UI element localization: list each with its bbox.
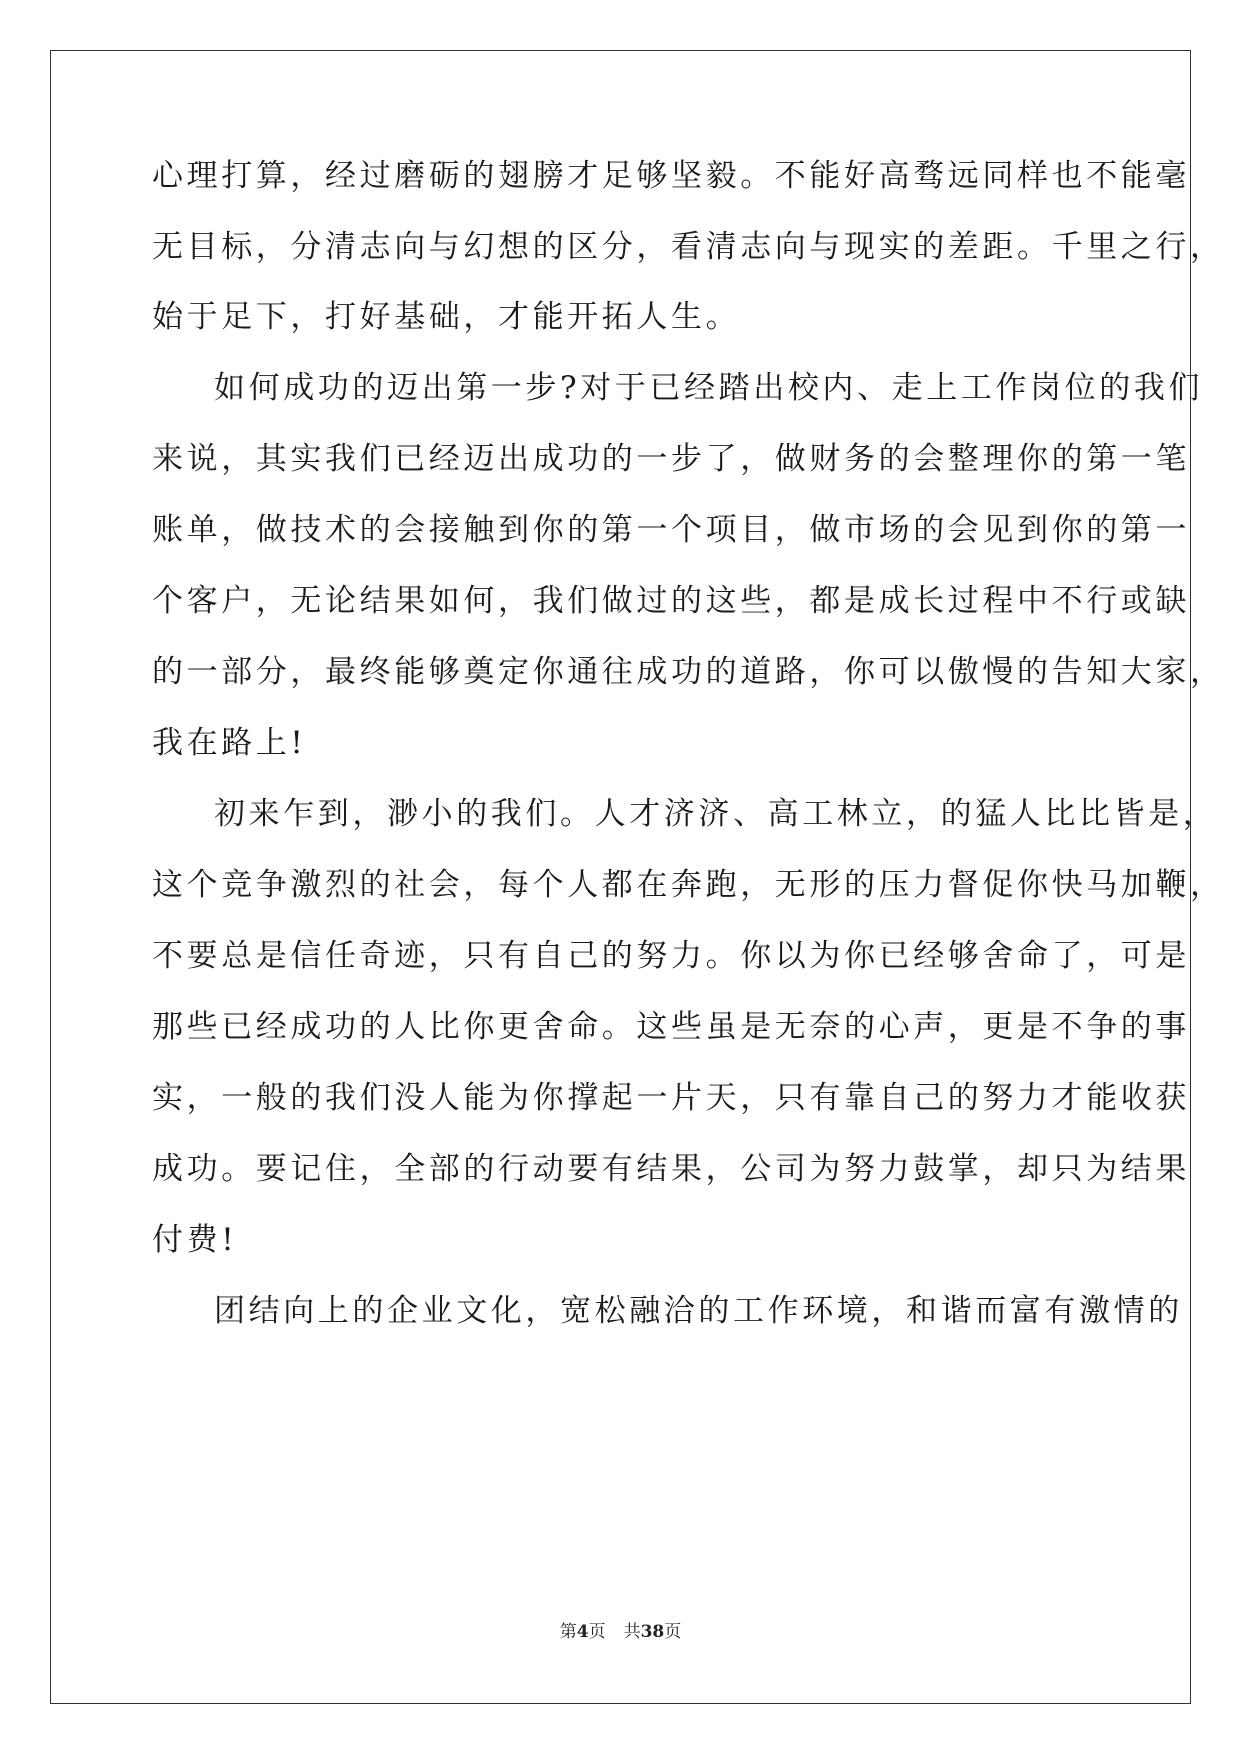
total-suffix: 页	[664, 1622, 682, 1642]
paragraph-first-line: 如何成功的迈出第一步?对于已经踏出校内、走上工作岗位的我们	[214, 370, 1204, 406]
paragraph-first-line: 初来乍到，渺小的我们。人才济济、高工林立，的猛人比比皆是，	[214, 796, 1218, 832]
page-footer	[0, 1620, 1241, 1644]
total-prefix: 共	[623, 1622, 641, 1642]
page-suffix: 页	[588, 1622, 606, 1642]
text-line: 的一部分，最终能够奠定你通往成功的道路，你可以傲慢的告知大家，	[152, 654, 1225, 690]
text-line: 账单，做技术的会接触到你的第一个项目，做市场的会见到你的第一	[152, 512, 1190, 548]
text-line: 来说，其实我们已经迈出成功的一步了，做财务的会整理你的第一笔	[152, 441, 1190, 477]
page-number: 4	[576, 1622, 589, 1642]
text-line: 不要总是信任奇迹，只有自己的努力。你以为你已经够舍命了，可是	[152, 938, 1190, 974]
text-line: 个客户，无论结果如何，我们做过的这些，都是成长过程中不行或缺	[152, 583, 1190, 619]
text-line: 始于足下，打好基础，才能开拓人生。	[152, 299, 741, 335]
text-line: 付费!	[152, 1222, 238, 1258]
text-line: 我在路上!	[152, 725, 307, 761]
text-line: 心理打算，经过磨砺的翅膀才足够坚毅。不能好高骛远同样也不能毫	[152, 158, 1190, 194]
text-line: 这个竞争激烈的社会，每个人都在奔跑，无形的压力督促你快马加鞭，	[152, 867, 1225, 903]
text-line: 无目标，分清志向与幻想的区分，看清志向与现实的差距。千里之行，	[152, 229, 1225, 265]
total-pages: 38	[640, 1622, 665, 1642]
text-line: 实，一般的我们没人能为你撑起一片天，只有靠自己的努力才能收获	[152, 1080, 1190, 1116]
footer-prefix: 第	[559, 1622, 577, 1642]
text-line: 成功。要记住，全部的行动要有结果，公司为努力鼓掌，却只为结果	[152, 1151, 1190, 1187]
text-line: 那些已经成功的人比你更舍命。这些虽是无奈的心声，更是不争的事	[152, 1009, 1190, 1045]
paragraph-first-line: 团结向上的企业文化，宽松融洽的工作环境，和谐而富有激情的	[214, 1293, 1183, 1329]
